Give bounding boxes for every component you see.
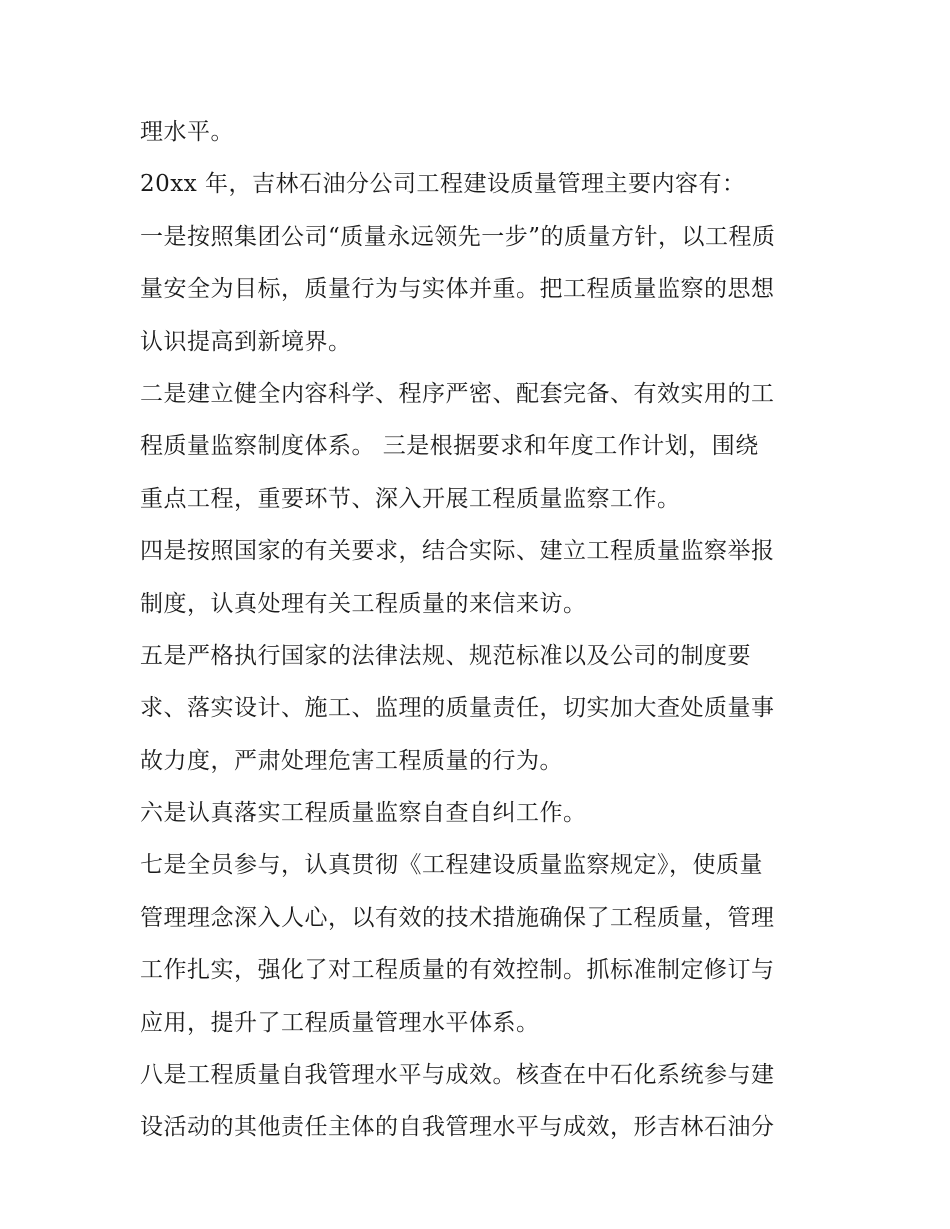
text-line: 二是建立健全内容科学、程序严密、配套完备、有效实用的工 <box>140 380 775 407</box>
text-line: 故力度，严肃处理危害工程质量的行为。 <box>140 747 563 774</box>
text-line: 量安全为目标，质量行为与实体并重。把工程质量监察的思想 <box>140 276 775 303</box>
text-line: 20xx 年，吉林石油分公司工程建设质量管理主要内容有： <box>140 171 746 198</box>
text-line: 重点工程，重要环节、深入开展工程质量监察工作。 <box>140 485 681 512</box>
text-line: 六是认真落实工程质量监察自查自纠工作。 <box>140 800 587 827</box>
text-line: 设活动的其他责任主体的自我管理水平与成效，形吉林石油分 <box>140 1114 775 1141</box>
text-line: 工作扎实，强化了对工程质量的有效控制。抓标准制定修订与 <box>140 957 775 984</box>
text-line: 求、落实设计、施工、监理的质量责任，切实加大查处质量事 <box>140 695 775 722</box>
text-line: 认识提高到新境界。 <box>140 328 352 355</box>
document-body <box>140 106 812 1154</box>
text-line: 程质量监察制度体系。 三是根据要求和年度工作计划，围绕 <box>140 433 759 460</box>
text-line: 理水平。 <box>140 119 234 145</box>
text-line: 应用，提升了工程质量管理水平体系。 <box>140 1009 540 1036</box>
text-line: 七是全员参与，认真贯彻《工程建设质量监察规定》，使质量 <box>140 852 763 879</box>
text-line: 八是工程质量自我管理水平与成效。核查在中石化系统参与建 <box>140 1062 775 1089</box>
text-line: 制度，认真处理有关工程质量的来信来访。 <box>140 590 587 617</box>
text-line: 五是严格执行国家的法律法规、规范标准以及公司的制度要 <box>140 642 751 669</box>
text-line: 四是按照国家的有关要求，结合实际、建立工程质量监察举报 <box>140 538 775 565</box>
text-line: 一是按照集团公司“质量永远领先一步”的质量方针，以工程质 <box>140 223 776 250</box>
text-line: 管理理念深入人心，以有效的技术措施确保了工程质量，管理 <box>140 904 775 931</box>
